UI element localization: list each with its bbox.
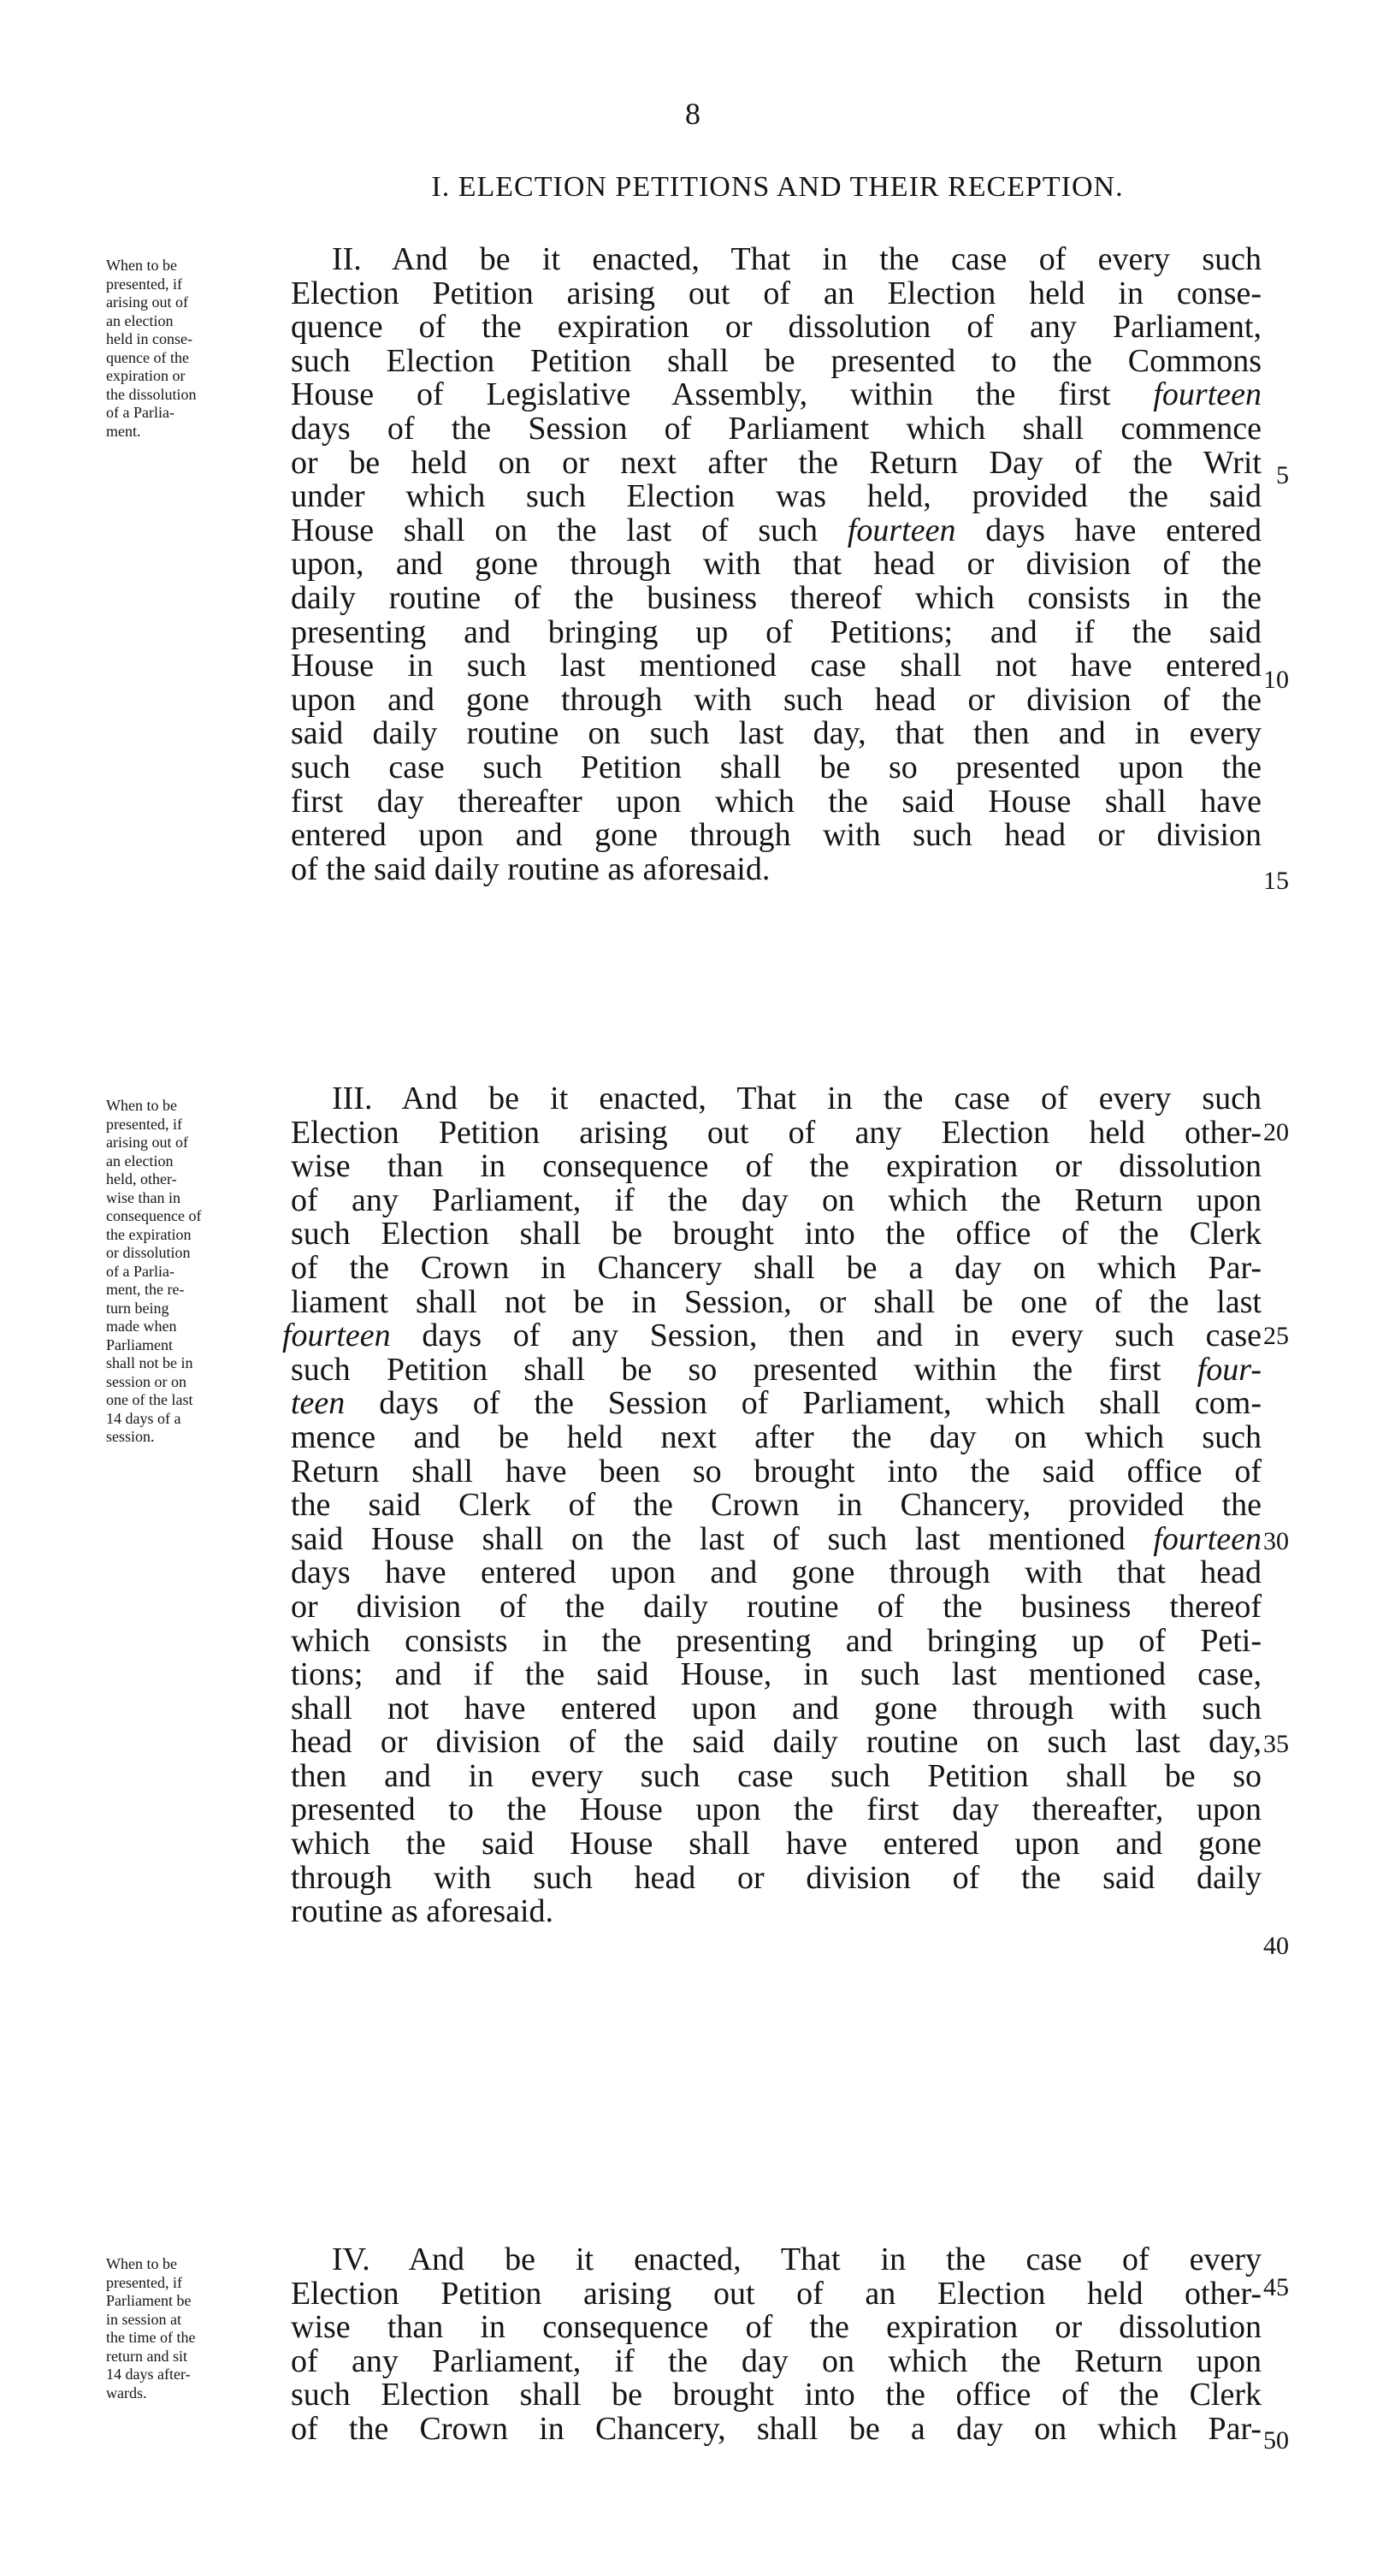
text-line: fourteen days of any Session, then and in every such case bbox=[282, 1318, 1262, 1354]
line-number-10: 10 bbox=[1263, 666, 1289, 694]
section-4-text bbox=[291, 2243, 1262, 2447]
text-line: or division of the daily routine of the business thereof bbox=[291, 1588, 1262, 1625]
text-line: presented to the House upon the first day thereafter, upon bbox=[291, 1791, 1262, 1828]
line-number-35: 35 bbox=[1263, 1730, 1289, 1758]
text-line: under which such Election was held, provided the said bbox=[291, 478, 1262, 515]
margin-note-line: When to be bbox=[106, 1097, 177, 1114]
margin-note-line: one of the last bbox=[106, 1391, 193, 1408]
text-line: of any Parliament, if the day on which the Return upon bbox=[291, 2342, 1262, 2379]
text-line: the said Clerk of the Crown in Chancery, provided the bbox=[291, 1487, 1262, 1524]
margin-note-line: return and sit bbox=[106, 2347, 187, 2365]
margin-note-line: session or on bbox=[106, 1372, 186, 1390]
margin-note-line: presented, if bbox=[106, 275, 182, 293]
text-line: which consists in the presenting and bringing up of Peti- bbox=[291, 1622, 1262, 1659]
section-2-text bbox=[291, 243, 1262, 886]
margin-note-line: expiration or bbox=[106, 367, 186, 384]
margin-note-line: session. bbox=[106, 1428, 155, 1445]
text-line: such Election Petition shall be presented to the Commons bbox=[291, 342, 1262, 379]
line-number-15: 15 bbox=[1263, 867, 1289, 895]
text-line: tions; and if the said House, in such last mentioned case, bbox=[291, 1656, 1262, 1693]
line-number-50: 50 bbox=[1263, 2426, 1289, 2455]
line-number-20: 20 bbox=[1263, 1118, 1289, 1146]
margin-note-line: wards. bbox=[106, 2384, 147, 2401]
text-line: Return shall have been so brought into the said office of bbox=[291, 1453, 1262, 1489]
text-line: said House shall on the last of such last mentioned fourteen bbox=[291, 1520, 1262, 1557]
text-line: House in such last mentioned case shall not have entered bbox=[291, 648, 1262, 684]
margin-note-line: an election bbox=[106, 1152, 174, 1170]
margin-note-section-2 bbox=[106, 257, 294, 441]
margin-note-line: an election bbox=[106, 311, 174, 329]
text-line: such Petition shall be so presented within the first four- bbox=[291, 1351, 1262, 1388]
margin-note-line: Parliament bbox=[106, 1335, 173, 1353]
text-line: presenting and bringing up of Petitions; and if the said bbox=[291, 613, 1262, 650]
margin-note-section-3 bbox=[106, 1097, 294, 1447]
text-line: then and in every such case such Petition shall be so bbox=[291, 1757, 1262, 1794]
line-number-40: 40 bbox=[1263, 1932, 1289, 1960]
margin-note-line: quence of the bbox=[106, 348, 189, 366]
text-line: daily routine of the business thereof which consists in the bbox=[291, 579, 1262, 616]
text-line: such Election shall be brought into the office of the Clerk bbox=[291, 2377, 1262, 2413]
text-line: such Election shall be brought into the office of the Clerk bbox=[291, 1216, 1262, 1252]
line-number-25: 25 bbox=[1263, 1322, 1289, 1350]
text-line: Election Petition arising out of an Election held other- bbox=[291, 2275, 1262, 2312]
page-number: 8 bbox=[685, 97, 700, 131]
margin-note-line: When to be bbox=[106, 2255, 177, 2272]
text-line: entered upon and gone through with such head or division bbox=[291, 817, 1262, 854]
margin-note-line: wise than in bbox=[106, 1188, 180, 1206]
line-number-45: 45 bbox=[1263, 2273, 1289, 2301]
text-line: or be held on or next after the Return Day of the Writ bbox=[291, 444, 1262, 481]
margin-note-line: ment, the re- bbox=[106, 1281, 185, 1298]
margin-note-line: made when bbox=[106, 1318, 177, 1335]
text-line: of the Crown in Chancery, shall be a day on which Par- bbox=[291, 2410, 1262, 2447]
text-line: days have entered upon and gone through with that head bbox=[291, 1554, 1262, 1591]
margin-note-line: ment. bbox=[106, 422, 141, 440]
text-line: of the said daily routine as aforesaid. bbox=[291, 850, 771, 887]
margin-note-line: 14 days after- bbox=[106, 2366, 191, 2383]
margin-note-line: consequence of bbox=[106, 1207, 202, 1224]
text-line: IV. And be it enacted, That in the case of every bbox=[332, 2241, 1262, 2277]
margin-note-line: of a Parlia- bbox=[106, 1262, 174, 1280]
text-line: II. And be it enacted, That in the case of every such bbox=[332, 241, 1262, 277]
italic-word: fourteen bbox=[1153, 1520, 1262, 1557]
line-number-30: 30 bbox=[1263, 1527, 1289, 1555]
margin-note-line: When to be bbox=[106, 257, 177, 274]
text-line: first day thereafter upon which the said House shall have bbox=[291, 783, 1262, 820]
text-line: head or division of the said daily routine on such last day, bbox=[291, 1724, 1262, 1761]
margin-note-line: shall not be in bbox=[106, 1354, 193, 1371]
italic-word: four- bbox=[1197, 1351, 1262, 1388]
text-line: liament shall not be in Session, or shall be one of the last bbox=[291, 1283, 1262, 1320]
margin-note-line: the dissolution bbox=[106, 385, 197, 403]
text-line: days of the Session of Parliament which shall commence bbox=[291, 410, 1262, 447]
margin-note-line: in session at bbox=[106, 2310, 181, 2328]
italic-word: fourteen bbox=[1153, 376, 1262, 413]
text-line: Election Petition arising out of any Election held other- bbox=[291, 1114, 1262, 1151]
line-number-5: 5 bbox=[1276, 461, 1289, 489]
margin-note-line: 14 days of a bbox=[106, 1409, 181, 1427]
margin-note-line: the expiration bbox=[106, 1225, 192, 1243]
margin-note-line: the time of the bbox=[106, 2329, 196, 2346]
text-line: said daily routine on such last day, that then and in every bbox=[291, 715, 1262, 752]
text-line: House of Legislative Assembly, within the first fourteen bbox=[291, 376, 1262, 413]
text-line: which the said House shall have entered upon and gone bbox=[291, 1826, 1262, 1862]
text-line: of the Crown in Chancery shall be a day on which Par- bbox=[291, 1249, 1262, 1286]
text-line: of any Parliament, if the day on which the Return upon bbox=[291, 1181, 1262, 1218]
italic-word: fourteen bbox=[282, 1318, 391, 1354]
text-line: Election Petition arising out of an Election held in conse- bbox=[291, 275, 1262, 311]
text-line: such case such Petition shall be so presented upon the bbox=[291, 749, 1262, 785]
margin-note-section-4 bbox=[106, 2255, 294, 2402]
margin-note-line: Parliament be bbox=[106, 2292, 192, 2309]
text-line: wise than in consequence of the expiration or dissolution bbox=[291, 2309, 1262, 2346]
italic-word: teen bbox=[291, 1385, 346, 1422]
text-line: mence and be held next after the day on which such bbox=[291, 1418, 1262, 1455]
section-3-text bbox=[282, 1081, 1262, 1930]
text-line: wise than in consequence of the expiration or dissolution bbox=[291, 1148, 1262, 1185]
text-line: shall not have entered upon and gone through with such bbox=[291, 1690, 1262, 1726]
margin-note-line: presented, if bbox=[106, 1115, 182, 1133]
margin-note-line: arising out of bbox=[106, 293, 188, 311]
margin-note-line: turn being bbox=[106, 1299, 169, 1317]
text-line: House shall on the last of such fourteen days have entered bbox=[291, 512, 1262, 548]
margin-note-line: or dissolution bbox=[106, 1244, 191, 1261]
text-line: quence of the expiration or dissolution of any Parliament, bbox=[291, 309, 1262, 346]
margin-note-line: held in conse- bbox=[106, 330, 192, 347]
italic-word: fourteen bbox=[847, 512, 956, 548]
margin-note-line: arising out of bbox=[106, 1134, 188, 1151]
running-head: I. ELECTION PETITIONS AND THEIR RECEPTION. bbox=[431, 171, 1124, 203]
text-line: upon and gone through with such head or division of the bbox=[291, 681, 1262, 718]
text-line: teen days of the Session of Parliament, which shall com- bbox=[291, 1385, 1262, 1422]
text-line: III. And be it enacted, That in the case of every such bbox=[332, 1081, 1262, 1116]
text-line: through with such head or division of the said daily bbox=[291, 1859, 1262, 1896]
text-line: routine as aforesaid. bbox=[291, 1893, 554, 1930]
margin-note-line: of a Parlia- bbox=[106, 404, 174, 421]
text-line: upon, and gone through with that head or division of the bbox=[291, 546, 1262, 583]
margin-note-line: presented, if bbox=[106, 2273, 182, 2291]
margin-note-line: held, other- bbox=[106, 1170, 177, 1187]
